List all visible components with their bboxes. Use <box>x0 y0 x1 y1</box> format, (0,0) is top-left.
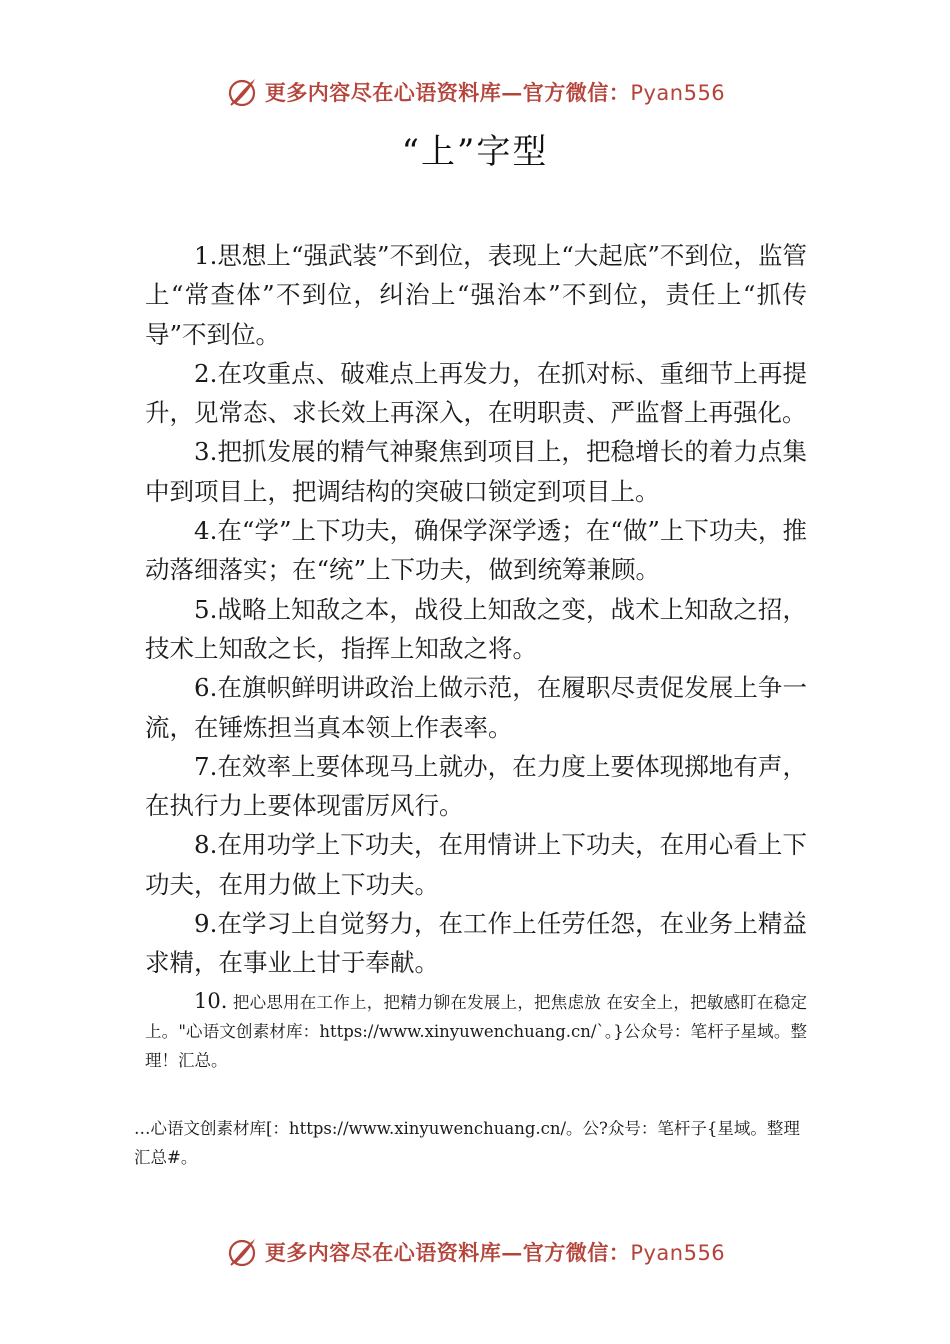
watermark-banner-top <box>0 72 950 112</box>
item-text: 把心思用在工作上，把精力铆在发展上，把焦虑放 在安全上，把敏感盯在稳定上。"心语文创素材库：https://www.xinyuwenchuang.cn/`。}公众号：笔杆子星域。整理！汇总。 <box>145 992 807 1070</box>
quill-pen-logo-icon <box>225 75 259 109</box>
wechat-id: Pyan556 <box>630 81 726 105</box>
list-item: 4.在“学”上下功夫，确保学深学透；在“做”上下功夫，推动落细落实；在“统”上下功夫，做到统筹兼顾。 <box>145 516 807 585</box>
footer-note: …心语文创素材库[：https://www.xinyuwenchuang.cn/。公?众号：笔杆子{星域。整理汇总#。 <box>134 1119 800 1167</box>
list-item: 1.思想上“强武装”不到位，表现上“大起底”不到位，监管上“常查体”不到位，纠治上“强治本”不到位，责任上“抓传导”不到位。 <box>145 241 807 349</box>
document-body <box>145 236 807 1075</box>
item-number: 10. <box>194 988 228 1013</box>
list-item: 6.在旗帜鲜明讲政治上做示范，在履职尽责促发展上争一流，在锤炼担当真本领上作表率。 <box>145 673 807 742</box>
list-item: 8.在用功学上下功夫，在用情讲上下功夫，在用心看上下功夫，在用力做上下功夫。 <box>145 830 807 899</box>
list-item: 9.在学习上自觉努力，在工作上任劳任怨，在业务上精益求精，在事业上甘于奉献。 <box>145 909 807 978</box>
quill-pen-logo-icon <box>225 1235 259 1269</box>
list-item: 3.把抓发展的精气神聚焦到项目上，把稳增长的着力点集中到项目上，把调结构的突破口锁定到项目上。 <box>145 437 807 506</box>
list-item: 2.在攻重点、破难点上再发力，在抓对标、重细节上再提升，见常态、求长效上再深入，在明职责、严监督上再强化。 <box>145 358 807 428</box>
page-title: “上”字型 <box>401 132 549 172</box>
watermark-text: 更多内容尽在心语资料库—官方微信：Pyan556 <box>264 1240 726 1265</box>
list-item: 5.战略上知敌之本，战役上知敌之变，战术上知敌之招，技术上知敌之长，指挥上知敌之将。 <box>145 594 807 663</box>
wechat-id: Pyan556 <box>630 1241 726 1265</box>
watermark-banner-bottom <box>0 1232 950 1272</box>
list-item: 7.在效率上要体现马上就办，在力度上要体现掷地有声，在执行力上要体现雷厉风行。 <box>145 751 807 821</box>
list-item-10 <box>145 987 807 1075</box>
watermark-text: 更多内容尽在心语资料库—官方微信：Pyan556 <box>264 80 726 105</box>
